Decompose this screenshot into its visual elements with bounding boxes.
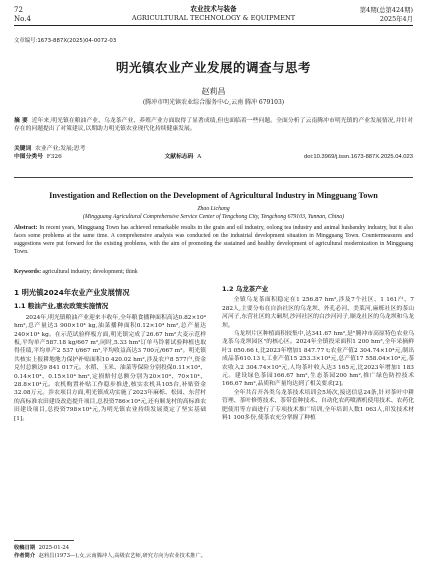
section-1-1-text: 2024年,明光镇粮油产业迎来丰收年,全年粮食播种面积高达0.82×10⁴ hm²,总产量达3 900×10⁴ kg,油菜播种面积0.12×10⁴ hm²,总产量达240×10⁴ kg。在示范试验样板方面,明光镇完成了26.67 hm²大麦示范样板,平均单产587.18 kg/667 m²,同时,5.33 hm²订单马铃薯试验种植也取得佳绩,平均单产2 537 t/667 m²,平均收益高达3 700元/667 m²。明光镇共核实上报耕地地力保护补贴面积10 420.02 hm²,涉及农户8 577户,资金兑付总额达9 841 017元。水稻、玉米、油菜等保险分别投保0.11×10⁴、0.14×10⁴、0.15×10⁴ hm²,定损赔付总额分别为20×10⁴、70×10⁴、28.8×10⁴元。农机购置补贴工作稳步推进,核实农机具105台,补贴资金32.08万元。涉农项目方面,明光镇成功实施了2023年麻栎、松园、东营村的高标准农田建设改造提升项目,总投资786×10⁴元,还有顺龙村的高标准农田建设项目,总投资798×10⁴元,为明光镇农业持续发展奠定了坚实基础[1]。 [14,314,206,422]
classification-row [14,153,413,161]
author-name-en: Zhao Lichang [197,206,230,212]
section-1-2-paragraph-1: 全镇乌龙茶面积稳定在1 256.87 hm²,涉及7个社区、1 161户、7 282人,主要分布在自治社区的乌龙坝、外孔必河、美莱河,麻栎社区的茶山河河子,东营社区的大硐坝,沙河社区的白沙河河子,顺龙社区的乌龙坝和乌龙坝。 [222,297,414,329]
author-name-cn: 赵莉昌 [201,87,226,96]
keywords-cn-text: 农业产业;发展;思考 [35,146,86,152]
abstract-en-text: In recent years, Mingguang Town has achieved remarkable results in the grain and oil industry, oolong tea industry and animal husbandry industry, but it also faces some problems at the same time. A comprehensive analysis was conducted on the industrial development situation in Mingguang Town. Countermeasures and suggestions were put forward for the existing problems, with the aim of promoting the sustained and healthy development of agricultural modernization in Mingguang Town. [14,225,413,255]
received-label: 收稿日期 [14,545,36,551]
abstract-en-label: Abstract: [14,225,38,231]
doi: doi:10.3969/j.issn.1673-887X.2025.04.023 [304,154,413,160]
keywords-cn-label: 关键词 [14,146,32,152]
author-bio-text: 赵莉昌(1973—),女,云南腾冲人,高级农艺师,研究方向为农业技术推广。 [38,553,206,559]
article-number: 文章编号:1673-887X(2025)04-0072-03 [14,38,117,44]
journal-name-en: AGRICULTURAL TECHNOLOGY & EQUIPMENT [131,13,296,22]
section-1-2-heading: 1.2 乌龙茶产业 [222,285,269,293]
doc-code-value: A [197,154,202,160]
body-column-left [14,283,206,423]
footnote-divider [14,540,74,541]
header-divider [14,25,413,26]
author-bio-note [14,553,206,561]
abstract-cn-label: 摘 要 [14,118,28,124]
clc-label: 中图分类号 [14,154,43,160]
section-1-1-heading: 1.1 粮油产业,惠农政策实施情况 [14,302,109,311]
keywords-cn [14,145,413,153]
section-1-heading: 1 明光镇2024年农业产业发展情况 [14,288,130,297]
author-bio-label: 作者简介 [14,553,36,559]
cn-meta [14,145,413,161]
section-1-2-paragraph-2: 乌龙坝片区种植面积较集中,达341.67 hm²,是"腾冲市高原特色农业乌龙茶乌龙坝园区"的核心区。2024年全镇投采面积1 200 hm²,全年采摘鲜叶3 050.66 t,比2023年增加1 847.77 t;农业产值2 304.74×10⁴元,制出成品茶610.13 t,工业产值15 253.3×10⁴元,总产值17 558.04×10⁴元,茶农收入2 304.74×10⁴元,人均茶叶收入达3 165元,比2023年增加1 183元。建设绿色茶园166.67 hm²,生态茶园200 hm²,推广绿色防控技术166.67 hm²,品质和产量均达到了相关要求[2]。 [222,331,414,388]
article-title-en: Investigation and Reflection on the Development of Agricultural Industry in Mingguang Town [49,191,378,200]
keywords-en [14,268,413,276]
body-column-right [222,283,414,423]
abstract-cn-text: 近年来,明光镇在粮油产业、乌龙茶产业、养殖产业方面取得了显著成绩,但也面临着一些问题。全面分析了云南腾冲市明光镇的产业发展情况,并针对存在的问题提出了对策建议,以期助力明光镇农业现代化持续健康发展。 [14,118,414,132]
abstract-cn [14,117,413,133]
abstract-en [14,224,413,256]
keywords-en-label: Keywords: [14,269,42,275]
received-date-note [14,545,206,553]
clc-value: F326 [46,154,62,160]
section-divider [14,177,413,178]
issue-info: 第4期(总第424期) [359,6,413,14]
keywords-en-text: agricultural industry; development; think [42,269,138,275]
doc-code-label: 文献标志码 [164,154,194,160]
article-title-cn: 明光镇农业产业发展的调查与思考 [115,60,311,75]
journal-name-cn: 农业技术与装备 [190,5,237,13]
affiliation-cn: (腾冲市明光镇农业综合服务中心,云南 腾冲 679103) [142,99,285,106]
page-header-right [360,6,413,23]
page-number: 72 [14,6,23,14]
affiliation-en: (Mingguang Agricultural Comprehensive Service Center of Tengchong City, Tengchong 679103, Yunnan, China) [82,214,345,220]
issue-date: 2025年4月 [379,14,413,23]
issue-label: No.4 [14,15,31,23]
section-1-2-paragraph-3: 全年共召开各类乌龙茶技术培训会5场次,接送信息24条,针对茶叶中耕管理、茶叶修剪技术、茶带套种技术、自动化农药喷洒机使用技术、农药化肥使用等方面进行了专项技术推广培训,全年培训人数1 063人,印发技术材料1 100多份,使茶农充分掌握了种植 [222,389,414,422]
received-date: 2025-01-24 [38,545,70,551]
